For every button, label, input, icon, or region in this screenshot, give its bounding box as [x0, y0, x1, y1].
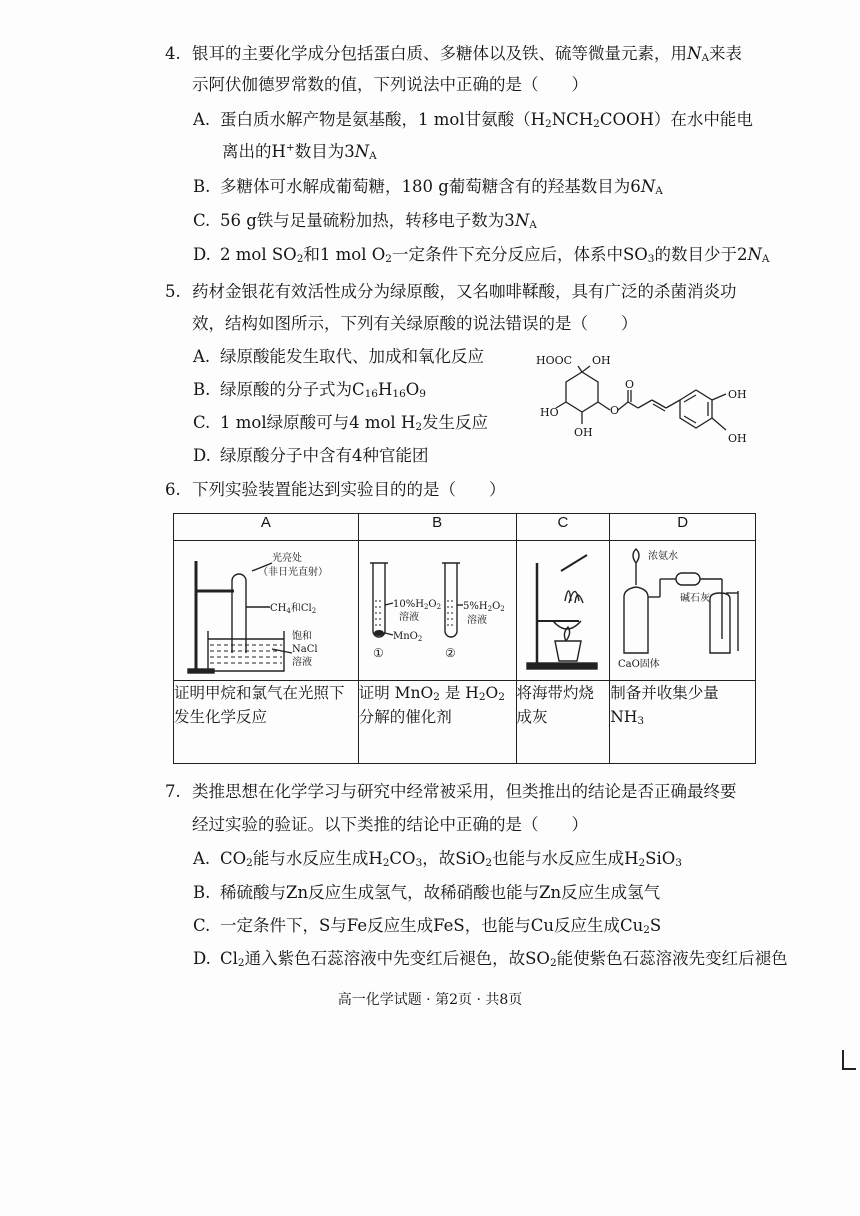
fig-a-gas-s1: 4 — [286, 607, 291, 615]
q5-b-t3: O — [405, 380, 420, 399]
struct-o-carbonyl: O — [625, 378, 635, 391]
q7-d-label: D. — [193, 949, 211, 968]
q7-b-label: B. — [193, 883, 211, 902]
figure-a-cell — [174, 541, 359, 681]
q4-stem-line1 — [165, 44, 742, 64]
q4-option-c — [193, 211, 537, 231]
fig-a-gas — [270, 602, 316, 615]
q7-number: 7. — [165, 782, 181, 801]
q4-a-text1: 蛋白质水解产物是氨基酸，1 mol甘氨酸（H — [220, 110, 545, 129]
purpose-b-s2: 2 — [478, 691, 486, 703]
fig-a-indirect: （非日光直射） — [258, 567, 328, 578]
purpose-d-t2: NH — [610, 708, 638, 726]
q7-a-s1: 2 — [246, 857, 253, 869]
q7-option-d — [193, 949, 788, 969]
q7-c-t2: S — [649, 916, 662, 935]
q7-a-t3: CO — [389, 849, 416, 868]
purpose-d-t1: 制备并收集少量 — [610, 684, 719, 702]
figure-d-cell — [610, 541, 756, 681]
fig-b-mno2 — [393, 631, 422, 643]
q5-option-c — [193, 413, 488, 433]
q5-b-s3: 9 — [419, 388, 426, 400]
q7-option-b — [193, 883, 660, 903]
fig-b-number1: ① — [372, 646, 384, 660]
q7-d-t3: 能使紫色石蕊溶液先变红后褪色 — [556, 949, 788, 968]
q7-a-t2: 能与水反应生成H — [252, 849, 383, 868]
q4-a-text5: 数目为3 — [294, 142, 355, 161]
purpose-d — [610, 681, 756, 764]
q7-c-label: C. — [193, 916, 211, 935]
q7-a-s4: 2 — [485, 857, 493, 869]
q7-d-s2: 2 — [549, 957, 557, 969]
avogadro-sub: A — [701, 52, 710, 64]
fig-b-t2s1: 2 — [487, 605, 492, 613]
fig-a-gas-t1: CH — [270, 603, 287, 614]
avogadro-symbol: N — [514, 211, 530, 230]
fig-b-mno2-s: 2 — [417, 635, 423, 643]
struct-oh-bottom: OH — [574, 426, 593, 439]
fig-b-t1s2: 2 — [436, 603, 441, 611]
q7-stem-line1 — [165, 782, 737, 802]
q6-stem-text: 下列实验装置能达到实验目的的是（ ） — [192, 480, 506, 499]
figure-b-cell — [358, 541, 516, 681]
experiment-purpose-row — [174, 681, 756, 764]
q5-stem-line2: 效，结构如图所示，下列有关绿原酸的说法错误的是（ ） — [192, 314, 638, 333]
q7-d-t1: Cl — [220, 949, 238, 968]
struct-ho: HO — [540, 406, 559, 419]
fig-d-ammonia: 浓氨水 — [648, 551, 679, 562]
purpose-b-s1: 2 — [433, 691, 440, 703]
q7-a-t5: 也能与水反应生成H — [492, 849, 639, 868]
header-a: A — [174, 514, 359, 541]
fig-b-t1b: O — [428, 599, 437, 610]
q5-d-text: 绿原酸分子中含有4种官能团 — [220, 446, 429, 465]
purpose-b-t1: 证明 MnO — [358, 684, 434, 702]
q5-d-label: D. — [193, 446, 211, 465]
q4-stem-text: 银耳的主要化学成分包括蛋白质、多糖体以及铁、硫等微量元素，用 — [192, 44, 687, 63]
q4-b-text: 多糖体可水解成葡萄糖，180 g葡萄糖含有的羟基数目为6 — [220, 177, 641, 196]
apparatus-b-figure — [359, 541, 515, 676]
q5-a-text: 绿原酸能发生取代、加成和氧化反应 — [220, 347, 484, 366]
q4-c-text: 56 g铁与足量硫粉加热，转移电子数为3 — [220, 211, 515, 230]
purpose-b-t2: 是 H — [439, 684, 479, 702]
avogadro-symbol: N — [640, 177, 656, 196]
q4-a-sub1: 2 — [545, 118, 552, 130]
struct-o-ester: O — [610, 404, 620, 417]
q4-a-sup: + — [285, 141, 295, 154]
q7-a-s5: 2 — [638, 857, 646, 869]
q7-a-t1: CO — [220, 849, 247, 868]
struct-oh-ring1: OH — [728, 388, 747, 401]
q7-a-s2: 2 — [382, 857, 390, 869]
fig-b-t1s1: 2 — [423, 603, 429, 611]
struct-oh-ring2: OH — [728, 432, 747, 445]
q7-a-t4: ，故SiO — [422, 849, 486, 868]
q5-b-s1: 16 — [364, 388, 378, 400]
q7-a-s3: 3 — [415, 857, 423, 869]
q4-option-a-line2 — [222, 142, 377, 162]
fig-b-t1a: 10%H — [392, 599, 424, 610]
fig-d-soda-lime: 碱石灰 — [680, 593, 711, 604]
q7-c-s1: 2 — [643, 924, 650, 936]
q4-a-text2: NCH — [551, 110, 594, 129]
q5-b-s2: 16 — [392, 388, 406, 400]
q5-b-t2: H — [378, 380, 393, 399]
fig-b-t2a: 5%H — [462, 601, 488, 612]
q5-number: 5. — [165, 282, 181, 301]
fig-b-number2: ② — [444, 646, 456, 660]
avogadro-symbol: N — [354, 142, 370, 161]
purpose-b-t4: 分解的催化剂 — [358, 708, 452, 726]
q5-option-a — [193, 347, 484, 367]
avogadro-sub: A — [655, 185, 663, 197]
q4-d-t1: 2 mol SO — [220, 245, 297, 264]
q4-a-label: A. — [193, 110, 211, 129]
q4-d-label: D. — [193, 245, 211, 264]
q4-b-label: B. — [193, 177, 211, 196]
q7-option-c — [193, 916, 661, 936]
q5-c-t1: 1 mol绿原酸可与4 mol H — [220, 413, 416, 432]
q5-b-t1: 绿原酸的分子式为C — [220, 380, 365, 399]
q4-a-text3: COOH）在水中能电 — [599, 110, 753, 129]
q4-d-s3: 3 — [647, 253, 655, 265]
q4-d-t3: 一定条件下充分反应后，体系中SO — [391, 245, 648, 264]
fig-a-gas-s2: 2 — [311, 607, 317, 615]
q7-a-label: A. — [193, 849, 211, 868]
fig-a-nacl: NaCl — [292, 644, 318, 655]
purpose-c: 将海带灼烧成灰 — [516, 681, 610, 764]
scan-mark-foot — [842, 1068, 856, 1070]
q7-a-t6: SiO — [645, 849, 676, 868]
avogadro-sub: A — [369, 150, 377, 162]
header-d: D — [610, 514, 756, 541]
header-b: B — [358, 514, 516, 541]
q4-a-sub2: 2 — [593, 118, 600, 130]
avogadro-symbol: N — [747, 245, 762, 264]
figure-c-cell — [516, 541, 610, 681]
q4-number: 4. — [165, 44, 181, 63]
header-c: C — [516, 514, 610, 541]
q4-stem-text2: 来表 — [709, 44, 743, 63]
q4-option-b — [193, 177, 663, 197]
fig-b-tube1-label — [393, 599, 441, 611]
q4-option-d — [193, 245, 770, 265]
q4-c-label: C. — [193, 211, 211, 230]
q5-b-label: B. — [193, 380, 211, 399]
q5-stem-text: 药材金银花有效活性成分为绿原酸，又名咖啡鞣酸，具有广泛的杀菌消炎功 — [192, 282, 737, 301]
apparatus-d-figure — [610, 541, 754, 676]
fig-d-cao: CaO固体 — [618, 659, 661, 670]
scan-mark — [842, 1050, 844, 1070]
fig-b-mno2-t: MnO — [392, 631, 418, 642]
q6-number: 6. — [165, 480, 181, 499]
q7-stem-text: 类推思想在化学学习与研究中经常被采用，但类推出的结论是否正确最终要 — [192, 782, 737, 801]
purpose-a: 证明甲烷和氯气在光照下发生化学反应 — [174, 681, 359, 764]
q5-c-s1: 2 — [415, 421, 423, 433]
q7-d-t2: 通入紫色石蕊溶液中先变红后褪色，故SO — [244, 949, 550, 968]
purpose-d-s1: 3 — [637, 715, 645, 727]
q5-c-t2: 发生反应 — [422, 413, 489, 432]
fig-a-gas-t2: 和Cl — [290, 603, 312, 614]
fig-a-light: 光亮处 — [272, 553, 302, 564]
q4-option-a — [193, 110, 753, 130]
q5-a-label: A. — [193, 347, 211, 366]
page-footer: 高一化学试题 · 第2页 · 共8页 — [337, 992, 523, 1008]
q4-d-s2: 2 — [385, 253, 392, 265]
q4-d-s1: 2 — [296, 253, 304, 265]
chlorogenic-acid-structure — [530, 350, 760, 460]
q7-c-t1: 一定条件下，S与Fe反应生成FeS，也能与Cu反应生成Cu — [220, 916, 644, 935]
avogadro-symbol: N — [687, 44, 702, 63]
struct-oh-top: OH — [592, 354, 611, 367]
q5-option-d — [193, 446, 429, 466]
experiment-header-row — [174, 514, 756, 541]
q5-option-b — [193, 380, 426, 400]
fig-b-tube2-solution: 溶液 — [466, 615, 487, 626]
q4-d-t4: 的数目少于2 — [654, 245, 748, 264]
q6-stem — [165, 480, 506, 500]
avogadro-sub: A — [529, 219, 537, 231]
purpose-b-t3: O — [485, 684, 499, 702]
q4-a-text4: 离出的H — [222, 142, 286, 161]
avogadro-sub: A — [761, 253, 770, 265]
experiment-figure-row — [174, 541, 756, 681]
fig-a-saturated: 饱和 — [292, 631, 312, 642]
fig-b-tube1-solution: 溶液 — [398, 612, 419, 623]
apparatus-a-figure — [174, 541, 357, 676]
fig-b-t2b: O — [491, 601, 501, 612]
q7-option-a — [193, 849, 682, 869]
q7-a-s6: 3 — [675, 857, 682, 869]
apparatus-c-figure — [517, 541, 609, 676]
q7-b-text: 稀硫酸与Zn反应生成氢气，故稀硝酸也能与Zn反应生成氢气 — [220, 883, 661, 902]
q5-stem-line1 — [165, 282, 737, 302]
fig-a-solution: 溶液 — [292, 657, 312, 668]
q4-stem-line2: 示阿伏伽德罗常数的值，下列说法中正确的是（ ） — [192, 75, 588, 94]
purpose-b-s3: 2 — [498, 691, 505, 703]
purpose-b — [358, 681, 516, 764]
experiment-table — [173, 513, 756, 764]
struct-hooc: HOOC — [536, 354, 573, 367]
fig-b-t2s2: 2 — [500, 605, 505, 613]
q5-c-label: C. — [193, 413, 211, 432]
q7-d-s1: 2 — [237, 957, 245, 969]
q7-stem-line2: 经过实验的验证。以下类推的结论中正确的是（ ） — [192, 815, 588, 834]
q4-d-t2: 和1 mol O — [303, 245, 386, 264]
fig-b-tube2-label — [463, 601, 505, 613]
